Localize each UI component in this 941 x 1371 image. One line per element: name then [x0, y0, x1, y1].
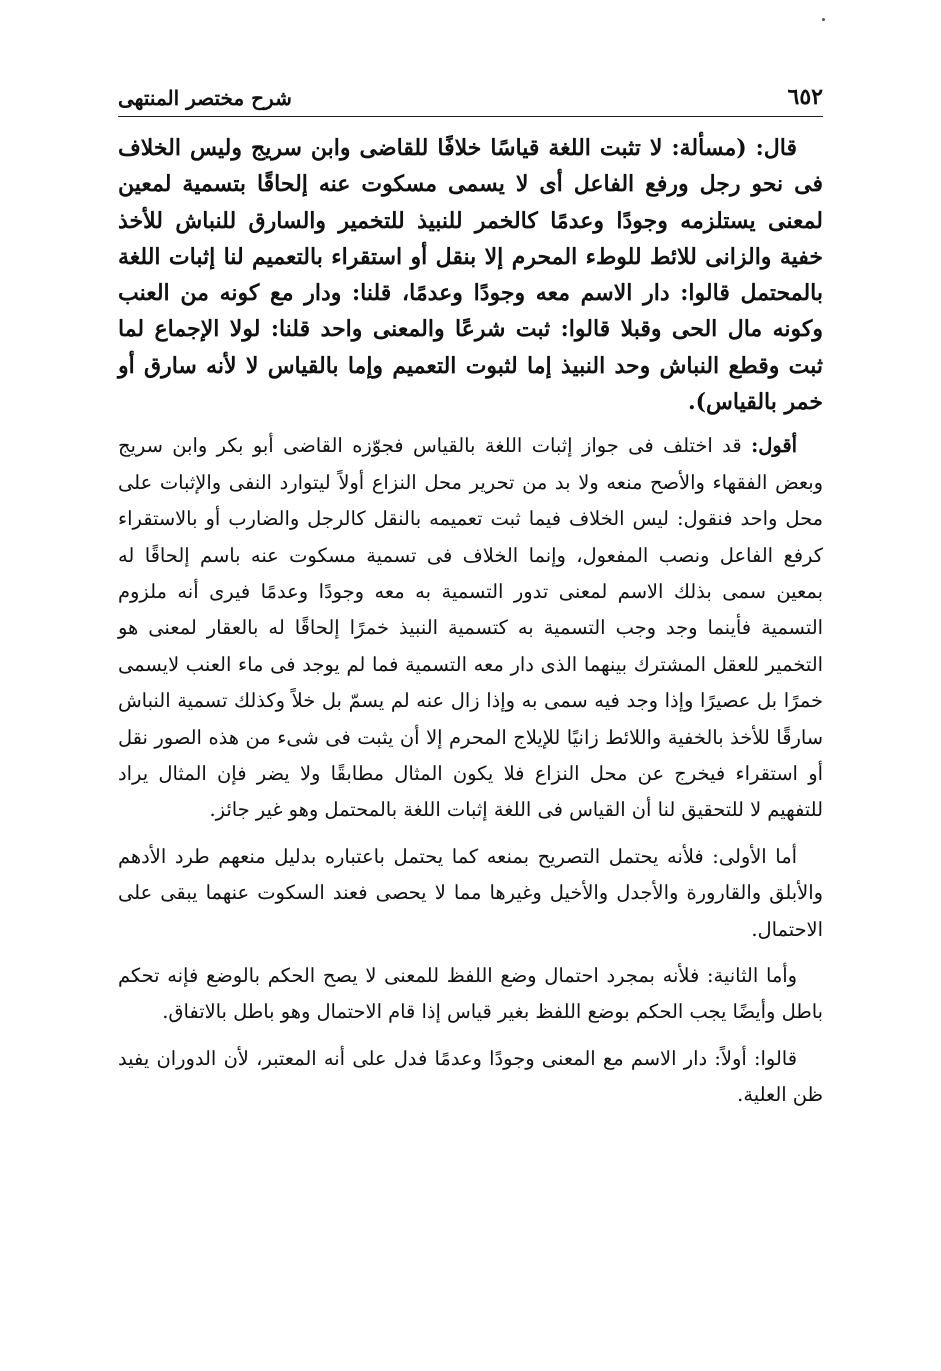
sharh-text-2: أما الأولى: فلأنه يحتمل التصريح بمنعه كما يحتمل باعتباره بدليل منعهم طرد الأدهم والأبلق والقارورة والأجدل والأخيل وغيرها مما لا يحصى فعند السكوت عنهما يبقى على الاحتمال. [118, 844, 823, 941]
page-number: ٦٥٢ [787, 84, 823, 110]
running-title: شرح مختصر المنتهى [118, 86, 292, 110]
sharh-text-1: قد اختلف فى جواز إثبات اللغة بالقياس فجوّزه القاضى أبو بكر وابن سريج وبعض الفقهاء والأصح منعه ولا بد من تحرير محل النزاع أولاً ليتوارد النفى والإثبات على محل واحد فنقول: ليس الخلاف فيما ثبت تعميمه بالنقل كالرجل والضارب أو بالاستقراء كرفع الفاعل ونصب المفعول، وإنما الخلاف فى تسمية مسكوت عنه باسم إلحاقًا له بمعين سمى بذلك الاسم لمعنى تدور التسمية به معه وجودًا وعدمًا فيرى أنه ملزوم التسمية فأينما وجد وجب التسمية به كتسمية النبيذ خمرًا إلحاقًا له بالعقار لمعنى هو التخمير للعقل المشترك بينهما الذى دار معه التسمية فما لم يوجد فى ماء العنب لايسمى خمرًا بل عصيرًا وإذا وجد فيه سمى به وإذا زال عنه لم يسمّ بل خلاً وكذلك تسمية النباش سارقًا للأخذ بالخفية واللائط زانيًا للإيلاج المحرم إلا أن يثبت فى شىء من هذه الصور نقل أو استقراء فيخرج عن محل النزاع فلا يكون المثال مطابقًا ولا يضر فإن المثال يراد للتفهيم لا للتحقيق لنا أن القياس فى اللغة إثبات اللغة بالمحتمل وهو غير جائز. [118, 434, 823, 822]
sharh-paragraph-3 [118, 958, 823, 1031]
matn-paragraph: قال: (مسألة: لا تثبت اللغة قياسًا خلافًا للقاضى وابن سريج وليس الخلاف فى نحو رجل ورفع الفاعل أى لا يسمى مسكوت عنه إلحاقًا بتسمية لمعين لمعنى يستلزمه وجودًا وعدمًا كالخمر للنبيذ للتخمير والسارق للنباش للأخذ خفية والزانى للائط للوطء المحرم إلا بنقل أو استقراء بالتعميم لنا إثبات اللغة بالمحتمل قالوا: دار الاسم معه وجودًا وعدمًا، قلنا: ودار مع كونه من العنب وكونه مال الحى وقبلا قالوا: ثبت شرعًا والمعنى واحد قلنا: لولا الإجماع لما ثبت وقطع النباش وحد النبيذ إما لثبوت التعميم وإما بالقياس لا لأنه سارق أو خمر بالقياس). [118, 135, 823, 416]
sharh-paragraph-2 [118, 839, 823, 948]
page-body [118, 130, 823, 1311]
sharh-text-4: قالوا: أولاً: دار الاسم مع المعنى وجودًا وعدمًا فدل على أنه المعتبر، لأن الدوران يفيد ظن العلية. [118, 1046, 823, 1107]
sharh-lead-word: أقول: [751, 434, 797, 458]
running-header [118, 86, 823, 117]
sharh-text-3: وأما الثانية: فلأنه بمجرد احتمال وضع اللفظ للمعنى لا يصح الحكم بالوضع فإنه تحكم باطل وأيضًا يجب الحكم بوضع اللفظ بغير قياس إذا قام الاحتمال وهو باطل بالاتفاق. [118, 964, 823, 1024]
sharh-paragraph-1 [118, 428, 823, 828]
speck-mark [822, 18, 825, 21]
sharh-paragraph-4 [118, 1041, 823, 1114]
